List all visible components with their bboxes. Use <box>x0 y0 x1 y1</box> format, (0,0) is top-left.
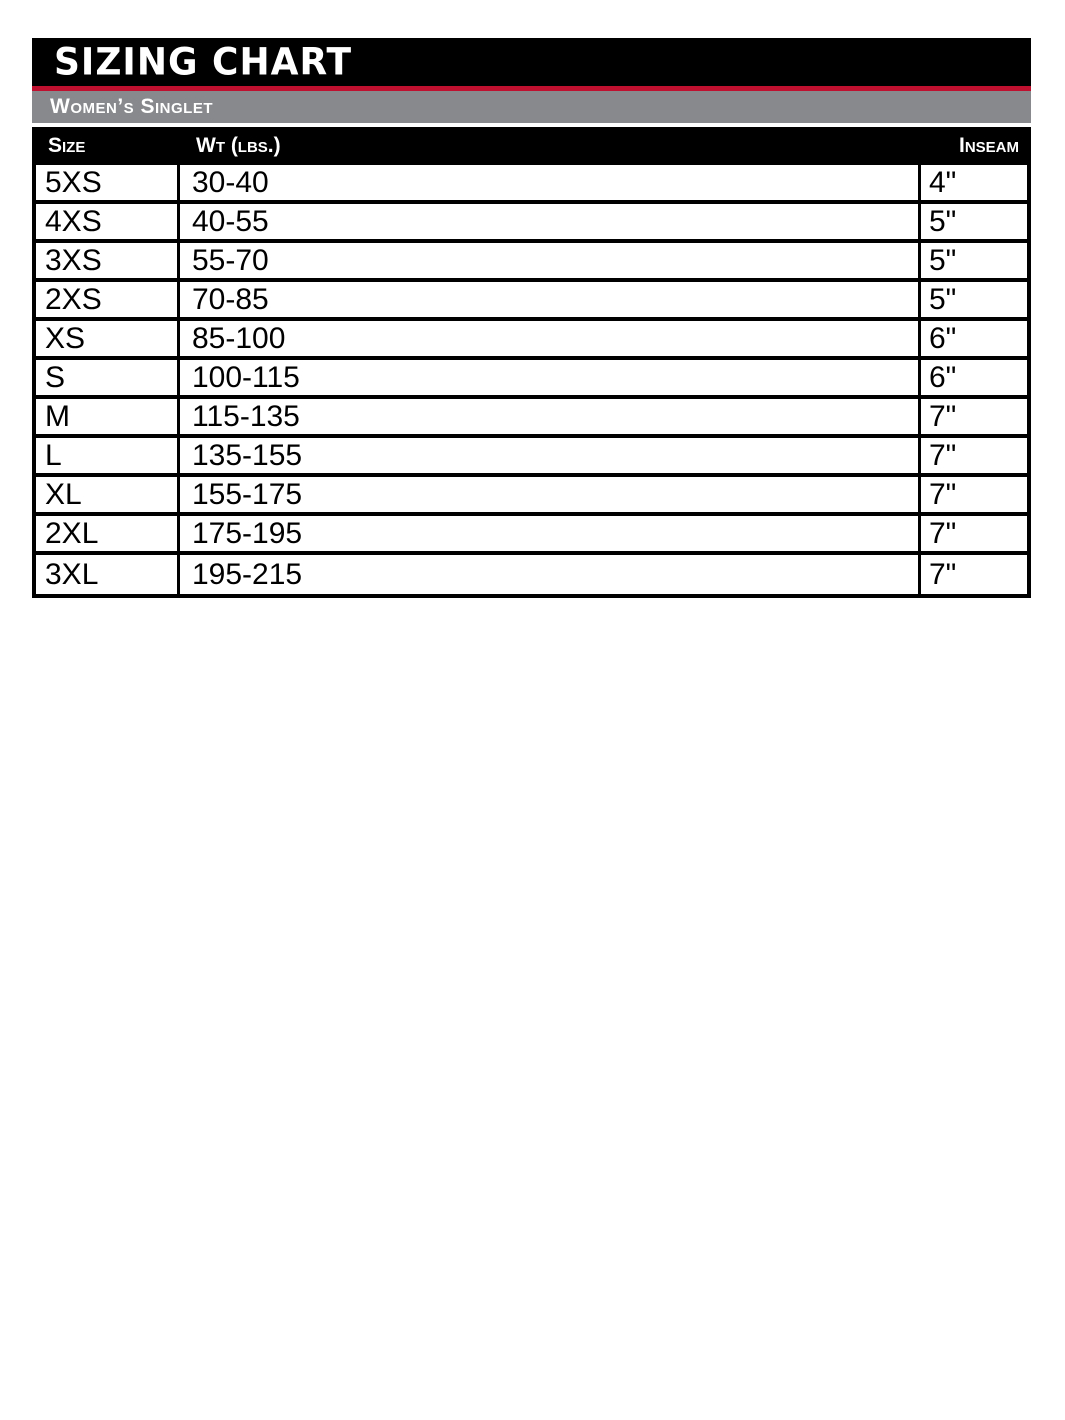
size-cell: 2XL <box>36 516 180 551</box>
weight-cell: 135-155 <box>180 438 921 473</box>
inseam-cell: 5" <box>929 282 957 316</box>
weight-cell: 85-100 <box>180 321 921 356</box>
size-cell: 4XS <box>36 204 180 239</box>
size-cell: S <box>36 360 180 395</box>
subtitle: Women’s Singlet <box>50 95 213 118</box>
weight-cell: 40-55 <box>180 204 921 239</box>
table-row <box>36 555 1027 594</box>
table-row <box>36 438 1027 477</box>
size-cell: XL <box>36 477 180 512</box>
table-row <box>36 399 1027 438</box>
inseam-cell: 7" <box>929 399 957 433</box>
weight-cell: 155-175 <box>180 477 921 512</box>
size-cell: 3XL <box>36 555 180 594</box>
inseam-cell: 7" <box>929 557 957 591</box>
weight-cell: 70-85 <box>180 282 921 317</box>
title-bar <box>32 38 1031 86</box>
weight-cell: 55-70 <box>180 243 921 278</box>
inseam-cell: 7" <box>929 438 957 472</box>
subtitle-bar <box>32 91 1031 123</box>
size-cell: L <box>36 438 180 473</box>
weight-cell: 175-195 <box>180 516 921 551</box>
size-cell: 5XS <box>36 165 180 200</box>
size-cell: XS <box>36 321 180 356</box>
sizing-chart <box>32 38 1031 598</box>
inseam-cell: 5" <box>929 243 957 277</box>
table-row <box>36 477 1027 516</box>
page-title: SIZING CHART <box>54 40 353 84</box>
header-inseam: Inseam <box>958 134 1019 157</box>
inseam-cell: 6" <box>929 360 957 394</box>
weight-cell: 30-40 <box>180 165 921 200</box>
size-table <box>32 165 1031 598</box>
weight-cell: 115-135 <box>180 399 921 434</box>
table-row <box>36 243 1027 282</box>
weight-cell: 100-115 <box>180 360 921 395</box>
column-header-row <box>32 127 1031 165</box>
weight-cell: 195-215 <box>180 555 921 594</box>
size-cell: 3XS <box>36 243 180 278</box>
table-row <box>36 165 1027 204</box>
inseam-cell: 6" <box>929 321 957 355</box>
header-size: Size <box>48 134 86 157</box>
size-cell: M <box>36 399 180 434</box>
inseam-cell: 7" <box>929 516 957 550</box>
table-row <box>36 282 1027 321</box>
inseam-cell: 4" <box>929 165 957 199</box>
size-cell: 2XS <box>36 282 180 317</box>
table-row <box>36 204 1027 243</box>
table-row <box>36 321 1027 360</box>
inseam-cell: 7" <box>929 477 957 511</box>
table-row <box>36 360 1027 399</box>
header-weight: Wt (lbs.) <box>196 134 281 157</box>
table-row <box>36 516 1027 555</box>
inseam-cell: 5" <box>929 204 957 238</box>
